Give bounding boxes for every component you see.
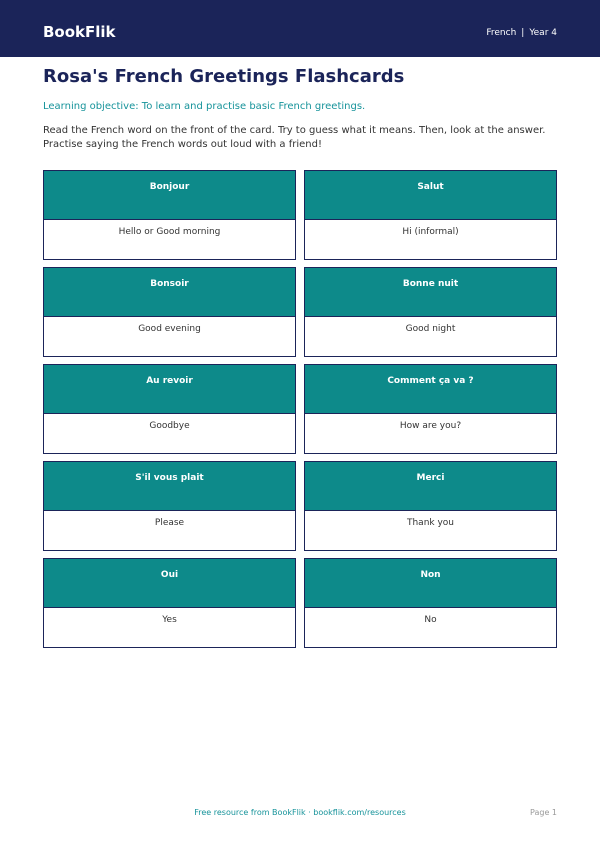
flashcard-back: No [305,608,556,647]
flashcard-front: Au revoir [44,365,295,414]
flashcard-front: Salut [305,171,556,220]
meta-separator: | [521,28,525,38]
flashcard-front: Oui [44,559,295,608]
flashcard-back: Goodbye [44,414,295,453]
page-number: Page 1 [530,808,557,817]
footer-credit[interactable]: Free resource from BookFlik · bookflik.com/resources [194,808,406,817]
flashcard-back: Hi (informal) [305,220,556,259]
flashcard-back: Yes [44,608,295,647]
flashcard-back: Please [44,511,295,550]
flashcard-grid [43,170,557,648]
header-bar [0,0,600,57]
flashcard-front: Merci [305,462,556,511]
flashcard-back: Good evening [44,317,295,356]
flashcard-back: Good night [305,317,556,356]
flashcard [304,558,557,648]
flashcard-back: How are you? [305,414,556,453]
flashcard [304,267,557,357]
learning-objective: Learning objective: To learn and practise basic French greetings. [43,101,366,112]
flashcard [43,364,296,454]
year-label: Year 4 [529,28,557,38]
brand-logo-text[interactable]: BookFlik [43,23,116,41]
intro-text: Read the French word on the front of the card. Try to guess what it means. Then, look at the answer. Practise saying the French words out loud with a friend! [43,125,546,150]
flashcard-front: Bonsoir [44,268,295,317]
flashcard [43,461,296,551]
flashcard-front: S'il vous plait [44,462,295,511]
flashcard-back: Thank you [305,511,556,550]
header-meta [486,28,557,39]
flashcard-front: Bonjour [44,171,295,220]
flashcard-front: Non [305,559,556,608]
flashcard-front: Comment ça va ? [305,365,556,414]
flashcard [43,267,296,357]
page-title: Rosa's French Greetings Flashcards [43,66,405,87]
flashcard [43,558,296,648]
subject-label: French [486,28,517,38]
flashcard-front: Bonne nuit [305,268,556,317]
flashcard [304,461,557,551]
flashcard [43,170,296,260]
flashcard [304,364,557,454]
flashcard-back: Hello or Good morning [44,220,295,259]
flashcard [304,170,557,260]
